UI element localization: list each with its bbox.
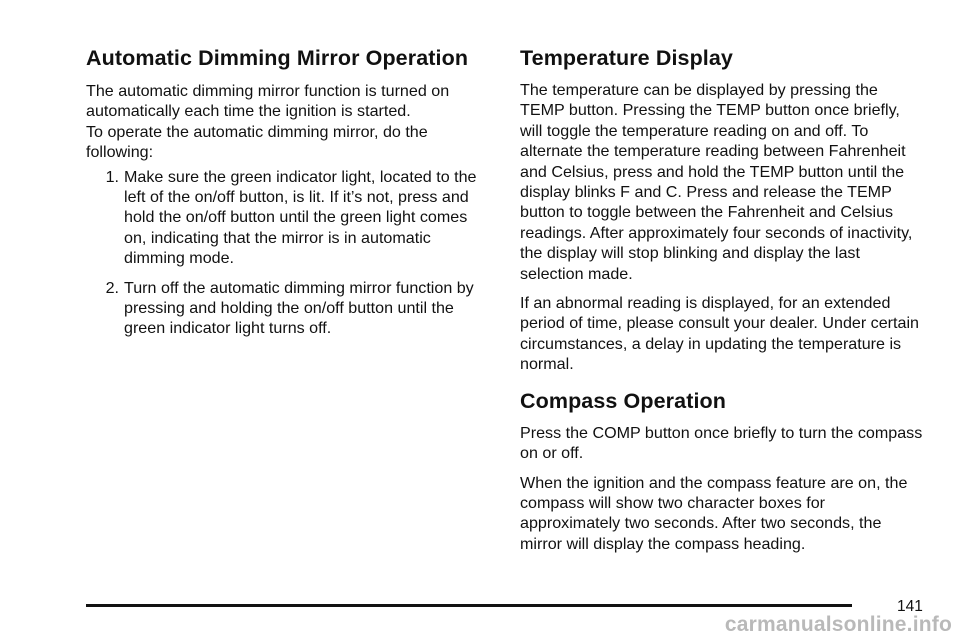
step-text: Make sure the green indicator light, located to the left of the on/off button, is lit. If it’s not, press and hold the on/off button until the green light comes on, indicating that the mirror is in automatic dimming mode. [124,167,477,268]
footer-rule [86,604,852,607]
intro-paragraph-2: To operate the automatic dimming mirror, do the following: [86,122,428,162]
compass-paragraph-2: When the ignition and the compass feature are on, the compass will show two character boxes for approximately two seconds. After two seconds, the mirror will display the compass heading. [520,473,908,553]
step-number: 2. [105,278,119,297]
steps-list [86,167,494,339]
compass-paragraph-1: Press the COMP button once briefly to turn the compass on or off. [520,423,923,463]
step-text: Turn off the automatic dimming mirror function by pressing and holding the on/off button until the green indicator light turns off. [124,278,474,338]
heading-automatic-dimming-mirror: Automatic Dimming Mirror Operation [86,46,469,70]
temperature-paragraph-1: The temperature can be displayed by pressing the TEMP button. Pressing the TEMP button once briefly, will toggle the temperature reading on and off. To alternate the temperature reading between Fahrenheit and Celsius, press and hold the TEMP button until the display blinks F and C. Press and release the TEMP button to toggle between the Fahrenheit and Celsius readings. After approximately four seconds of inactivity, the display will stop blinking and display the last selection made. [520,81,913,283]
page-number: 141 [897,598,923,615]
temperature-paragraph-2: If an abnormal reading is displayed, for an extended period of time, please consult your dealer. Under certain circumstances, a delay in updating the temperature is normal. [520,294,919,374]
heading-compass-operation: Compass Operation [520,388,726,413]
step-item [86,278,494,339]
watermark: carmanualsonline.info [724,613,952,636]
step-item [86,167,494,269]
intro-paragraph-1: The automatic dimming mirror function is turned on automatically each time the ignition is started. [86,82,450,121]
heading-temperature-display: Temperature Display [520,46,733,70]
step-number: 1. [105,167,119,186]
left-column [86,44,494,339]
right-column [520,44,924,554]
